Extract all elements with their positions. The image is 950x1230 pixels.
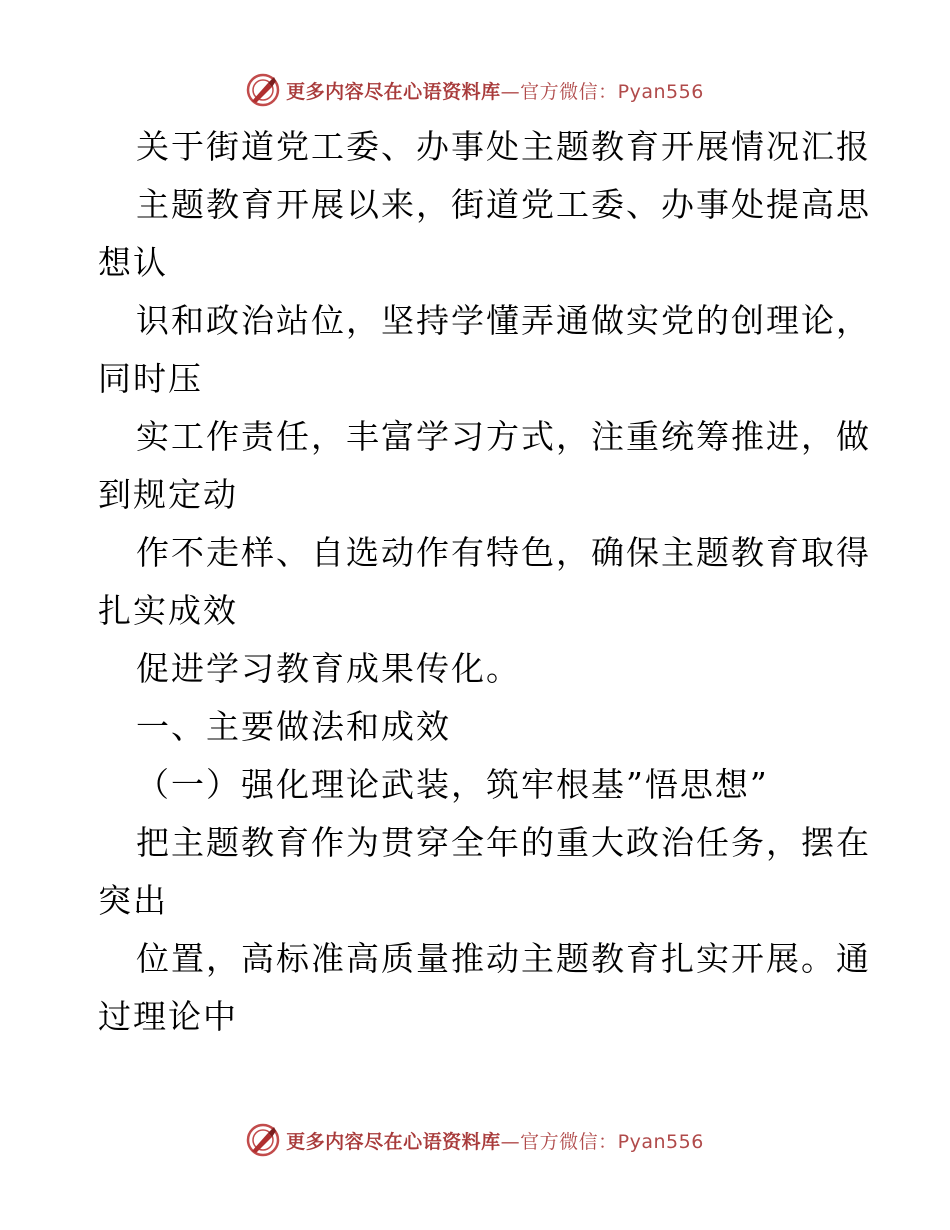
text-line: 过理论中 [98,997,238,1036]
text-line: 想认 [98,243,168,282]
footer-watermark-banner [0,1120,950,1160]
subsection-heading: （一）强化理论武装，筑牢根基”悟思想” [136,765,769,804]
text-line: 主题教育开展以来，街道党工委、办事处提高思 [136,185,871,224]
text-line: 识和政治站位，坚持学懂弄通做实党的创理论， [136,301,871,340]
text-line: 作不走样、自选动作有特色，确保主题教育取得 [136,533,871,572]
text-line: 扎实成效 [98,591,238,630]
text-line: 位置，高标准高质量推动主题教育扎实开展。通 [136,939,871,978]
text-line: 突出 [98,881,168,920]
watermark-text: 更多内容尽在心语资料库—官方微信：Pyan556 [286,80,704,103]
document-body [98,118,871,1046]
text-line: 同时压 [98,359,203,398]
header-watermark-banner [0,70,950,110]
pen-logo-icon [246,73,280,107]
pen-logo-icon [246,1123,280,1157]
text-line: 促进学习教育成果传化。 [136,649,521,688]
text-line: 到规定动 [98,475,238,514]
text-line: 把主题教育作为贯穿全年的重大政治任务，摆在 [136,823,871,862]
text-line: 关于街道党工委、办事处主题教育开展情况汇报 [136,127,871,166]
text-line: 实工作责任，丰富学习方式，注重统筹推进，做 [136,417,871,456]
section-heading: 一、主要做法和成效 [136,707,451,746]
watermark-text: 更多内容尽在心语资料库—官方微信：Pyan556 [286,1130,704,1153]
